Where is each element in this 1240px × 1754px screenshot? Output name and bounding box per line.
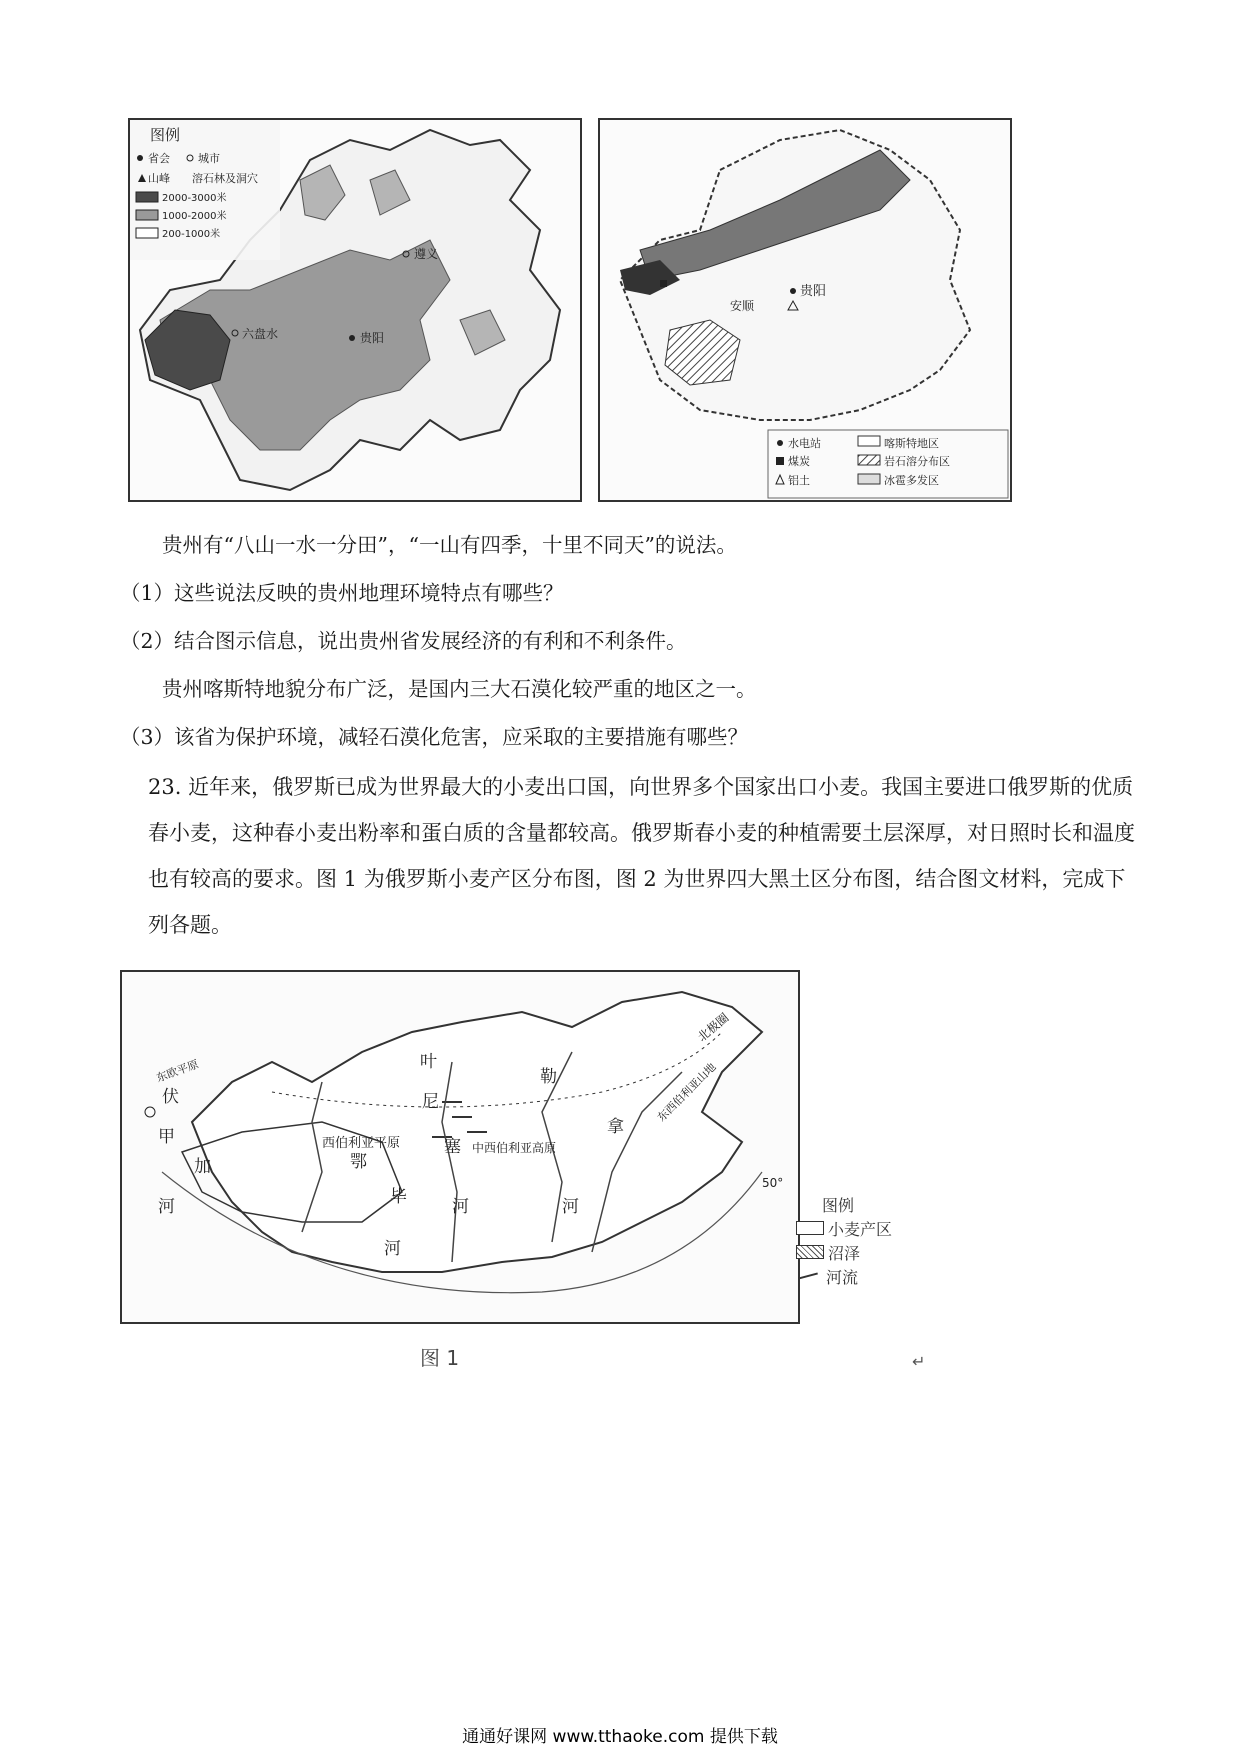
legend-swatch-2000-3000 — [136, 192, 158, 202]
legend-item-200-1000: 200-1000米 — [162, 229, 221, 240]
capital-marker — [790, 288, 796, 294]
label-bi: 毕 — [390, 1187, 407, 1207]
legend-swatch-200-1000 — [136, 228, 158, 238]
label-west-siberian-plain: 西伯利亚平原 — [322, 1136, 401, 1151]
legend-item-city: 城市 — [198, 152, 220, 165]
label-anshun: 安顺 — [730, 299, 755, 313]
guizhou-resources-map — [598, 118, 1012, 502]
figure-1-caption: 图 1 — [420, 1346, 460, 1370]
question-1: （1）这些说法反映的贵州地理环境特点有哪些？ — [120, 581, 564, 605]
question-2: （2）结合图示信息，说出贵州省发展经济的有利和不利条件。 — [120, 629, 687, 653]
label-central-siberian-plateau: 中西伯利亚高原 — [472, 1141, 557, 1155]
label-arctic-circle: 北极圈 — [694, 1010, 732, 1045]
wheat-swatch — [796, 1221, 824, 1235]
swamp-swatch — [796, 1245, 824, 1259]
legend-item-bauxite: 铝土 — [788, 474, 810, 487]
label-50-degrees: 50° — [762, 1176, 784, 1190]
capital-marker — [349, 335, 355, 341]
legend-item-1000-2000: 1000-2000米 — [162, 211, 227, 222]
russia-wheat-map-graphic — [122, 972, 798, 1322]
label-he-yenisei: 河 — [452, 1197, 469, 1217]
intro-paragraph: 贵州有“八山一水一分田”，“一山有四季，十里不同天”的说法。 — [162, 533, 737, 557]
map-left-legend — [130, 120, 280, 260]
legend-item-coal: 煤炭 — [788, 455, 810, 468]
label-jia: 甲 — [158, 1127, 175, 1147]
label-le: 勒 — [540, 1067, 557, 1087]
legend-item-karst-cave: 溶石林及洞穴 — [192, 172, 258, 185]
capital-symbol — [137, 155, 143, 161]
legend-item-hydropower: 水电站 — [788, 437, 821, 450]
legend-item-hail: 冰雹多发区 — [884, 474, 939, 487]
label-fu: 伏 — [162, 1087, 179, 1107]
label-liupanshui: 六盘水 — [242, 327, 279, 341]
label-jia-river: 加 — [194, 1157, 211, 1177]
paragraph-return-mark: ↵ — [912, 1352, 926, 1371]
label-he-ob: 河 — [384, 1239, 401, 1259]
label-na: 拿 — [607, 1117, 624, 1137]
legend-item-capital: 省会 — [148, 152, 170, 165]
rock-symbol — [858, 455, 880, 465]
label-guiyang: 贵阳 — [800, 284, 827, 299]
karst-paragraph: 贵州喀斯特地貌分布广泛，是国内三大石漠化较严重的地区之一。 — [162, 677, 757, 701]
legend-row-swamp — [796, 1240, 892, 1264]
guizhou-resources-map-graphic — [600, 120, 1010, 500]
moscow-marker — [145, 1107, 155, 1117]
legend-row-river — [796, 1264, 892, 1288]
hail-symbol — [858, 474, 880, 484]
karst-symbol — [858, 436, 880, 446]
legend-item-rock-distribution: 岩石溶分布区 — [884, 455, 950, 468]
label-e: 鄂 — [350, 1152, 367, 1172]
guizhou-topography-map — [128, 118, 582, 502]
question-23-text: 23. 近年来，俄罗斯已成为世界最大的小麦出口国，向世界多个国家出口小麦。我国主要进口俄罗斯的优质春小麦，这种春小麦出粉率和蛋白质的含量都较高。俄罗斯春小麦的种植需要土层深厚，对日照时长和温度也有较高的要求。图 1 为俄罗斯小麦产区分布图，图 2 为世界四大黑土区分布图，结合图文材料，完成下列各题。 — [148, 775, 1135, 937]
russia-map-legend — [796, 1192, 892, 1288]
legend-item-2000-3000: 2000-3000米 — [162, 193, 227, 204]
coal-marker — [660, 280, 667, 287]
legend-item-peak: 山峰 — [148, 172, 170, 185]
legend-item-river: 河流 — [826, 1267, 859, 1287]
page-footer: 通通好课网 www.tthaoke.com 提供下载 — [462, 1727, 778, 1747]
russia-wheat-map — [120, 970, 800, 1324]
question-3: （3）该省为保护环境，减轻石漠化危害，应采取的主要措施有哪些？ — [120, 725, 749, 749]
guizhou-topography-map-graphic — [130, 120, 580, 500]
legend-swatch-1000-2000 — [136, 210, 158, 220]
legend-row-wheat — [796, 1216, 892, 1240]
legend-title: 图例 — [822, 1195, 855, 1215]
river-symbol — [796, 1270, 822, 1282]
label-east-siberian-mountains: 东西伯利亚山地 — [654, 1060, 719, 1125]
label-zunyi: 遵义 — [414, 247, 439, 261]
label-ye: 叶 — [420, 1052, 437, 1072]
label-he-lena: 河 — [562, 1197, 579, 1217]
label-sai: 塞 — [444, 1137, 461, 1157]
legend-item-swamp: 沼泽 — [828, 1243, 861, 1263]
map-right-legend — [768, 430, 1008, 498]
label-guiyang: 贵阳 — [360, 331, 385, 345]
legend-title: 图例 — [150, 126, 181, 144]
legend-item-karst: 喀斯特地区 — [884, 437, 939, 450]
hydropower-symbol — [777, 440, 783, 446]
label-east-european-plain: 东欧平原 — [154, 1057, 201, 1085]
legend-item-wheat: 小麦产区 — [828, 1219, 893, 1239]
label-ni: 尼 — [422, 1092, 439, 1112]
coal-symbol — [776, 457, 784, 465]
label-he-volga: 河 — [158, 1197, 175, 1217]
